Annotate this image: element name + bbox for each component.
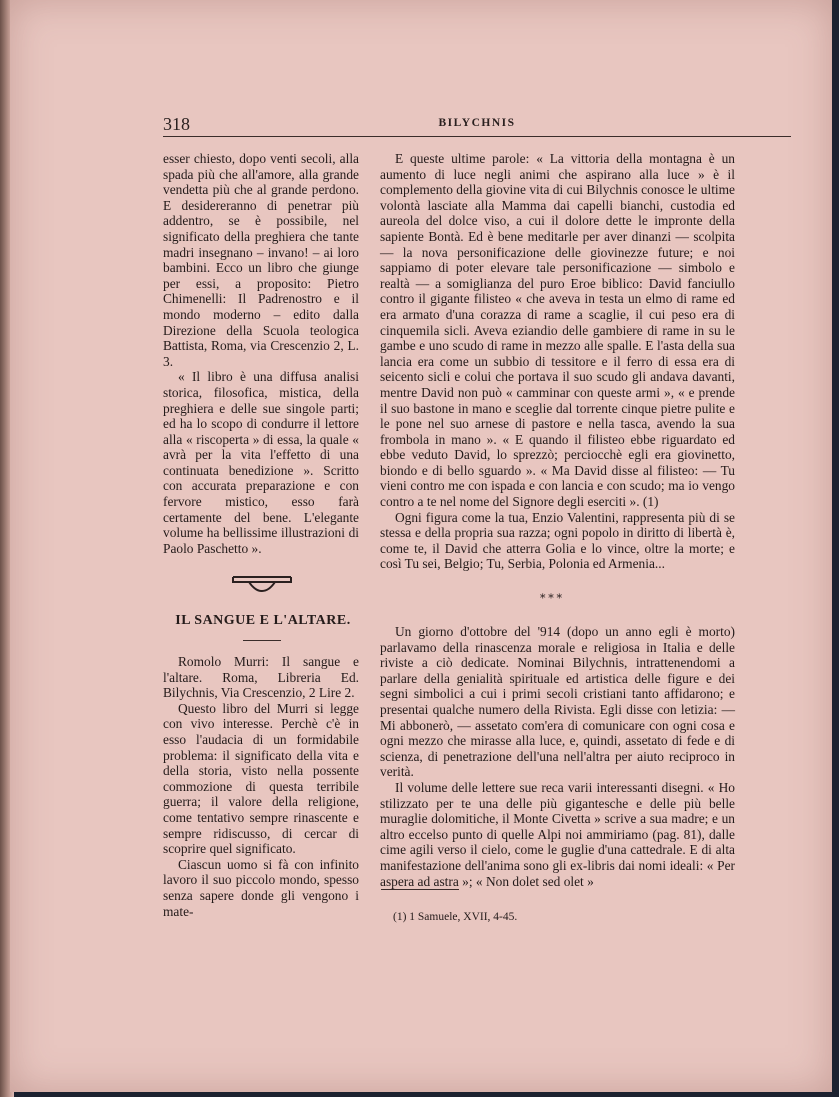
paragraph: Romolo Murri: Il sangue e l'altare. Roma, Libreria Ed. Bilychnis, Via Crescenzio, 2 Lire 2. (163, 654, 359, 701)
paragraph: esser chiesto, dopo venti secoli, alla spada più che all'amore, alla grande vendetta più che al grande perdono. E desidereranno di penetrar più addentro, se è possibile, nel significato della preghiera che tante madri insegnano – invano! – ai loro bambini. Ecco un libro che giunge per essi, a proposito: Pietro Chimenelli: Il Padrenostro e il mondo moderno – edito dalla Direzione della Scuola teologica Battista, Roma, via Crescenzio 2, L. 3. (163, 151, 359, 369)
paragraph: Ogni figura come la tua, Enzio Valentini, rappresenta più di se stessa e della propria sua razza; ogni popolo in diritto di libertà è, come te, il David che atterra Golia e lo vince, oltre la morte; e così Tu sei, Belgio; Tu, Serbia, Polonia ed Armenia... (380, 509, 735, 572)
paragraph: « Il libro è una diffusa analisi storica, filosofica, mistica, della preghiera e delle sue singole parti; ed ha lo scopo di condurre il lettore alla « riscoperta » di essa, la quale « avrà per la vita l'effetto di una continuata benedizione ». Scritto con accurata preparazione e con fervore mistico, esso farà certamente del bene. L'elegante volume ha bellissime illustrazioni di Paolo Paschetto ». (163, 369, 359, 556)
footnote: (1) 1 Samuele, XVII, 4-45. (393, 911, 518, 923)
footnote-rule (381, 889, 459, 890)
paragraph: E queste ultime parole: « La vittoria della montagna è un aumento di luce negli animi che aspirano alla luce » è il complemento della giovine vita di cui Bilychnis conosce le ultime volontà lasciate alla Mamma dai capelli bianchi, custodia ed aureola del dolce viso, a cui il dolore dette le impronte della sapiente Bontà. Ed è bene meditarle per aver dinanzi — scolpita — la nova personificazione delle giovinezze future; e noi sappiamo di poter elevare tale personificazione — simbolo e realtà — a somiglianza del puro Eroe biblico: David fanciullo contro il gigante filisteo « che aveva in testa un elmo di rame ed era armato d'una corazza di rame a scaglie, il cui peso era di cinquemila sicli. Aveva eziandio delle gambiere di rame in su le gambe e uno scudo di rame in mezzo alle spalle. E l'asta della sua lancia era come un subbio di tessitore e il ferro di essa era di seicento sicli e colui che portava il suo scudo gli andava davanti, mentre David non può « camminar con queste armi », « e prende il suo bastone in mano e sceglie dal torrente cinque pietre pulite e le pone nel suo arnese di pastore e nella tasca, avendo la sua frombola in mano ». « E quando il filisteo ebbe riguardato ed ebbe veduto David, lo sprezzò; perciocchè egli era giovinetto, biondo e di bello sguardo ». « Ma David disse al filisteo: — Tu vieni contro me con ispada e con lancia e con scudo; ma io vengo contro a te nel nome del Signore degli eserciti ». (1) (380, 151, 735, 510)
section-rule (243, 640, 281, 641)
paragraph: Il volume delle lettere sue reca varii interessanti disegni. « Ho stilizzato per te una delle più gigantesche e delle più belle muraglie dolomitiche, il Monte Civetta » scrive a sua madre; e un altro eccelso punto di quelle Alpi noi ammiriamo (pag. 81), dalle cime agili verso il cielo, come le guglie d'una cattedrale. E di alta manifestazione dell'anima sono gli ex-libris dai nomi ideali: « Per aspera ad astra »; « Non dolet sed olet » (380, 779, 735, 889)
section-stars: ⁎ ⁎ ⁎ (540, 589, 562, 601)
page-number: 318 (163, 114, 190, 134)
right-column-top (380, 151, 735, 572)
left-column-top (163, 151, 359, 556)
section-ornament-icon (231, 573, 293, 595)
paragraph: Un giorno d'ottobre del '914 (dopo un anno egli è morto) parlavamo della rinascenza morale e religiosa in Italia e delle riviste a ciò dedicate. Nominai Bilychnis, intrattenendomi a parlare della genialità spirituale ed artistica delle figure e dei segni simbolici a cui i primi secoli cristiani tanto affidarono; e presentai qualche numero della Rivista. Egli disse con letizia: — Mi abbonerò, — assetato com'era di comunicare con ogni cosa e ogni mezzo che mirasse alla luce, e, quindi, assetato di fede e di scienza, di penetrazione dell'una nell'altra per aiuto reciproco in verità. (380, 624, 735, 780)
paragraph: Ciascun uomo si fà con infinito lavoro il suo piccolo mondo, spesso senza sapere donde gli vengono i mate- (163, 856, 359, 919)
right-column-bottom (380, 624, 735, 889)
paragraph: Questo libro del Murri si legge con vivo interesse. Perchè c'è in esso l'audacia di un formidabile problema: il significato della vita e della storia, visto nella possente commozione di questa terribile guerra; il valore della religione, come tentativo sempre rinascente e sempre ridiscusso, di cercar di scoprire quel significato. (163, 700, 359, 857)
section-title: IL SANGUE E L'ALTARE. (175, 613, 351, 628)
left-column-bottom (163, 654, 359, 919)
page-header (163, 112, 791, 137)
running-title: BILYCHNIS (438, 117, 516, 129)
